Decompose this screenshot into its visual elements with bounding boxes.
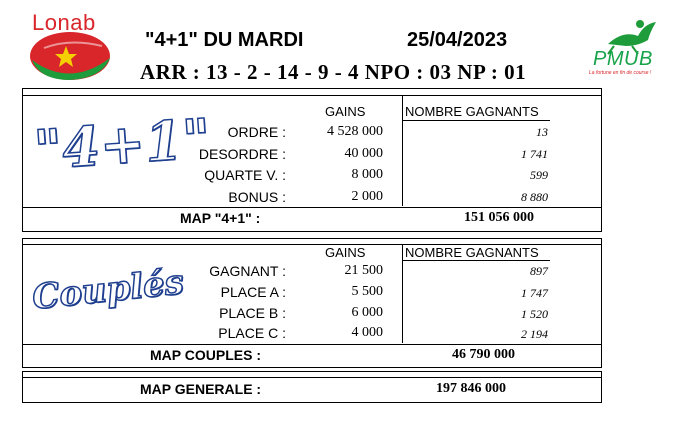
row-quarte-gain: 8 000 (351, 167, 383, 182)
section-generale-top-rule (22, 377, 602, 378)
row-ordre-gain: 4 528 000 (327, 124, 383, 139)
map-generale-value: 197 846 000 (436, 381, 506, 396)
row-place-c-count: 2 194 (521, 327, 548, 341)
row-gagnant-count: 897 (530, 264, 548, 278)
section-4plus1-top-rule (22, 95, 602, 96)
row-quarte-count: 599 (530, 168, 548, 182)
section-couples-count-header: NOMBRE GAGNANTS (405, 245, 539, 260)
arrival-line: ARR : 13 - 2 - 14 - 9 - 4 NPO : 03 NP : 01 (140, 60, 527, 84)
row-place-a-gain: 5 500 (351, 284, 383, 299)
section-4plus1-header-rule (402, 120, 550, 121)
row-quarte-label: QUARTE V. : (204, 167, 286, 183)
map-generale-label: MAP GENERALE : (140, 381, 262, 397)
row-bonus-count: 8 880 (521, 190, 548, 204)
row-desordre-count: 1 741 (521, 147, 548, 161)
row-desordre-label: DESORDRE : (198, 146, 286, 162)
row-ordre-label: ORDRE : (227, 124, 286, 140)
section-4plus1-col-divider (402, 96, 403, 206)
section-couples-map-label: MAP COUPLES : (150, 347, 261, 363)
pmub-wordmark: PMUB (593, 48, 653, 70)
row-gagnant-label: GAGNANT : (209, 263, 286, 279)
pmub-tagline: La fortune en fin de course ! (589, 70, 652, 76)
row-place-b-label: PLACE B : (219, 305, 286, 321)
row-bonus-label: BONUS : (228, 189, 286, 205)
section-4plus1-big-label: "4+1" (31, 105, 213, 183)
section-couples-big-label: Couplés (30, 262, 186, 318)
row-place-b-count: 1 520 (521, 307, 548, 321)
row-place-b-gain: 6 000 (351, 305, 383, 320)
section-couples-header-rule (402, 260, 550, 261)
section-generale-box (22, 371, 602, 403)
section-4plus1-map-rule (22, 207, 602, 208)
row-place-c-gain: 4 000 (351, 325, 383, 340)
section-4plus1-map-label: MAP "4+1" : (180, 210, 261, 226)
row-bonus-gain: 2 000 (351, 189, 383, 204)
row-desordre-gain: 40 000 (344, 146, 383, 161)
page-title: "4+1" DU MARDI (145, 29, 304, 51)
row-ordre-count: 13 (536, 125, 548, 139)
lonab-wordmark: Lonab (32, 10, 96, 35)
draw-date: 25/04/2023 (407, 29, 508, 51)
section-couples-map-rule (22, 344, 602, 345)
section-couples-map-value: 46 790 000 (452, 347, 515, 362)
row-place-a-count: 1 747 (521, 286, 548, 300)
row-place-a-label: PLACE A : (220, 284, 286, 300)
row-place-c-label: PLACE C : (218, 325, 286, 341)
row-gagnant-gain: 21 500 (344, 263, 383, 278)
section-4plus1-map-value: 151 056 000 (464, 210, 534, 225)
section-4plus1-count-header: NOMBRE GAGNANTS (405, 104, 539, 119)
section-4plus1-gains-header: GAINS (325, 104, 366, 119)
section-couples-gains-header: GAINS (325, 245, 366, 260)
